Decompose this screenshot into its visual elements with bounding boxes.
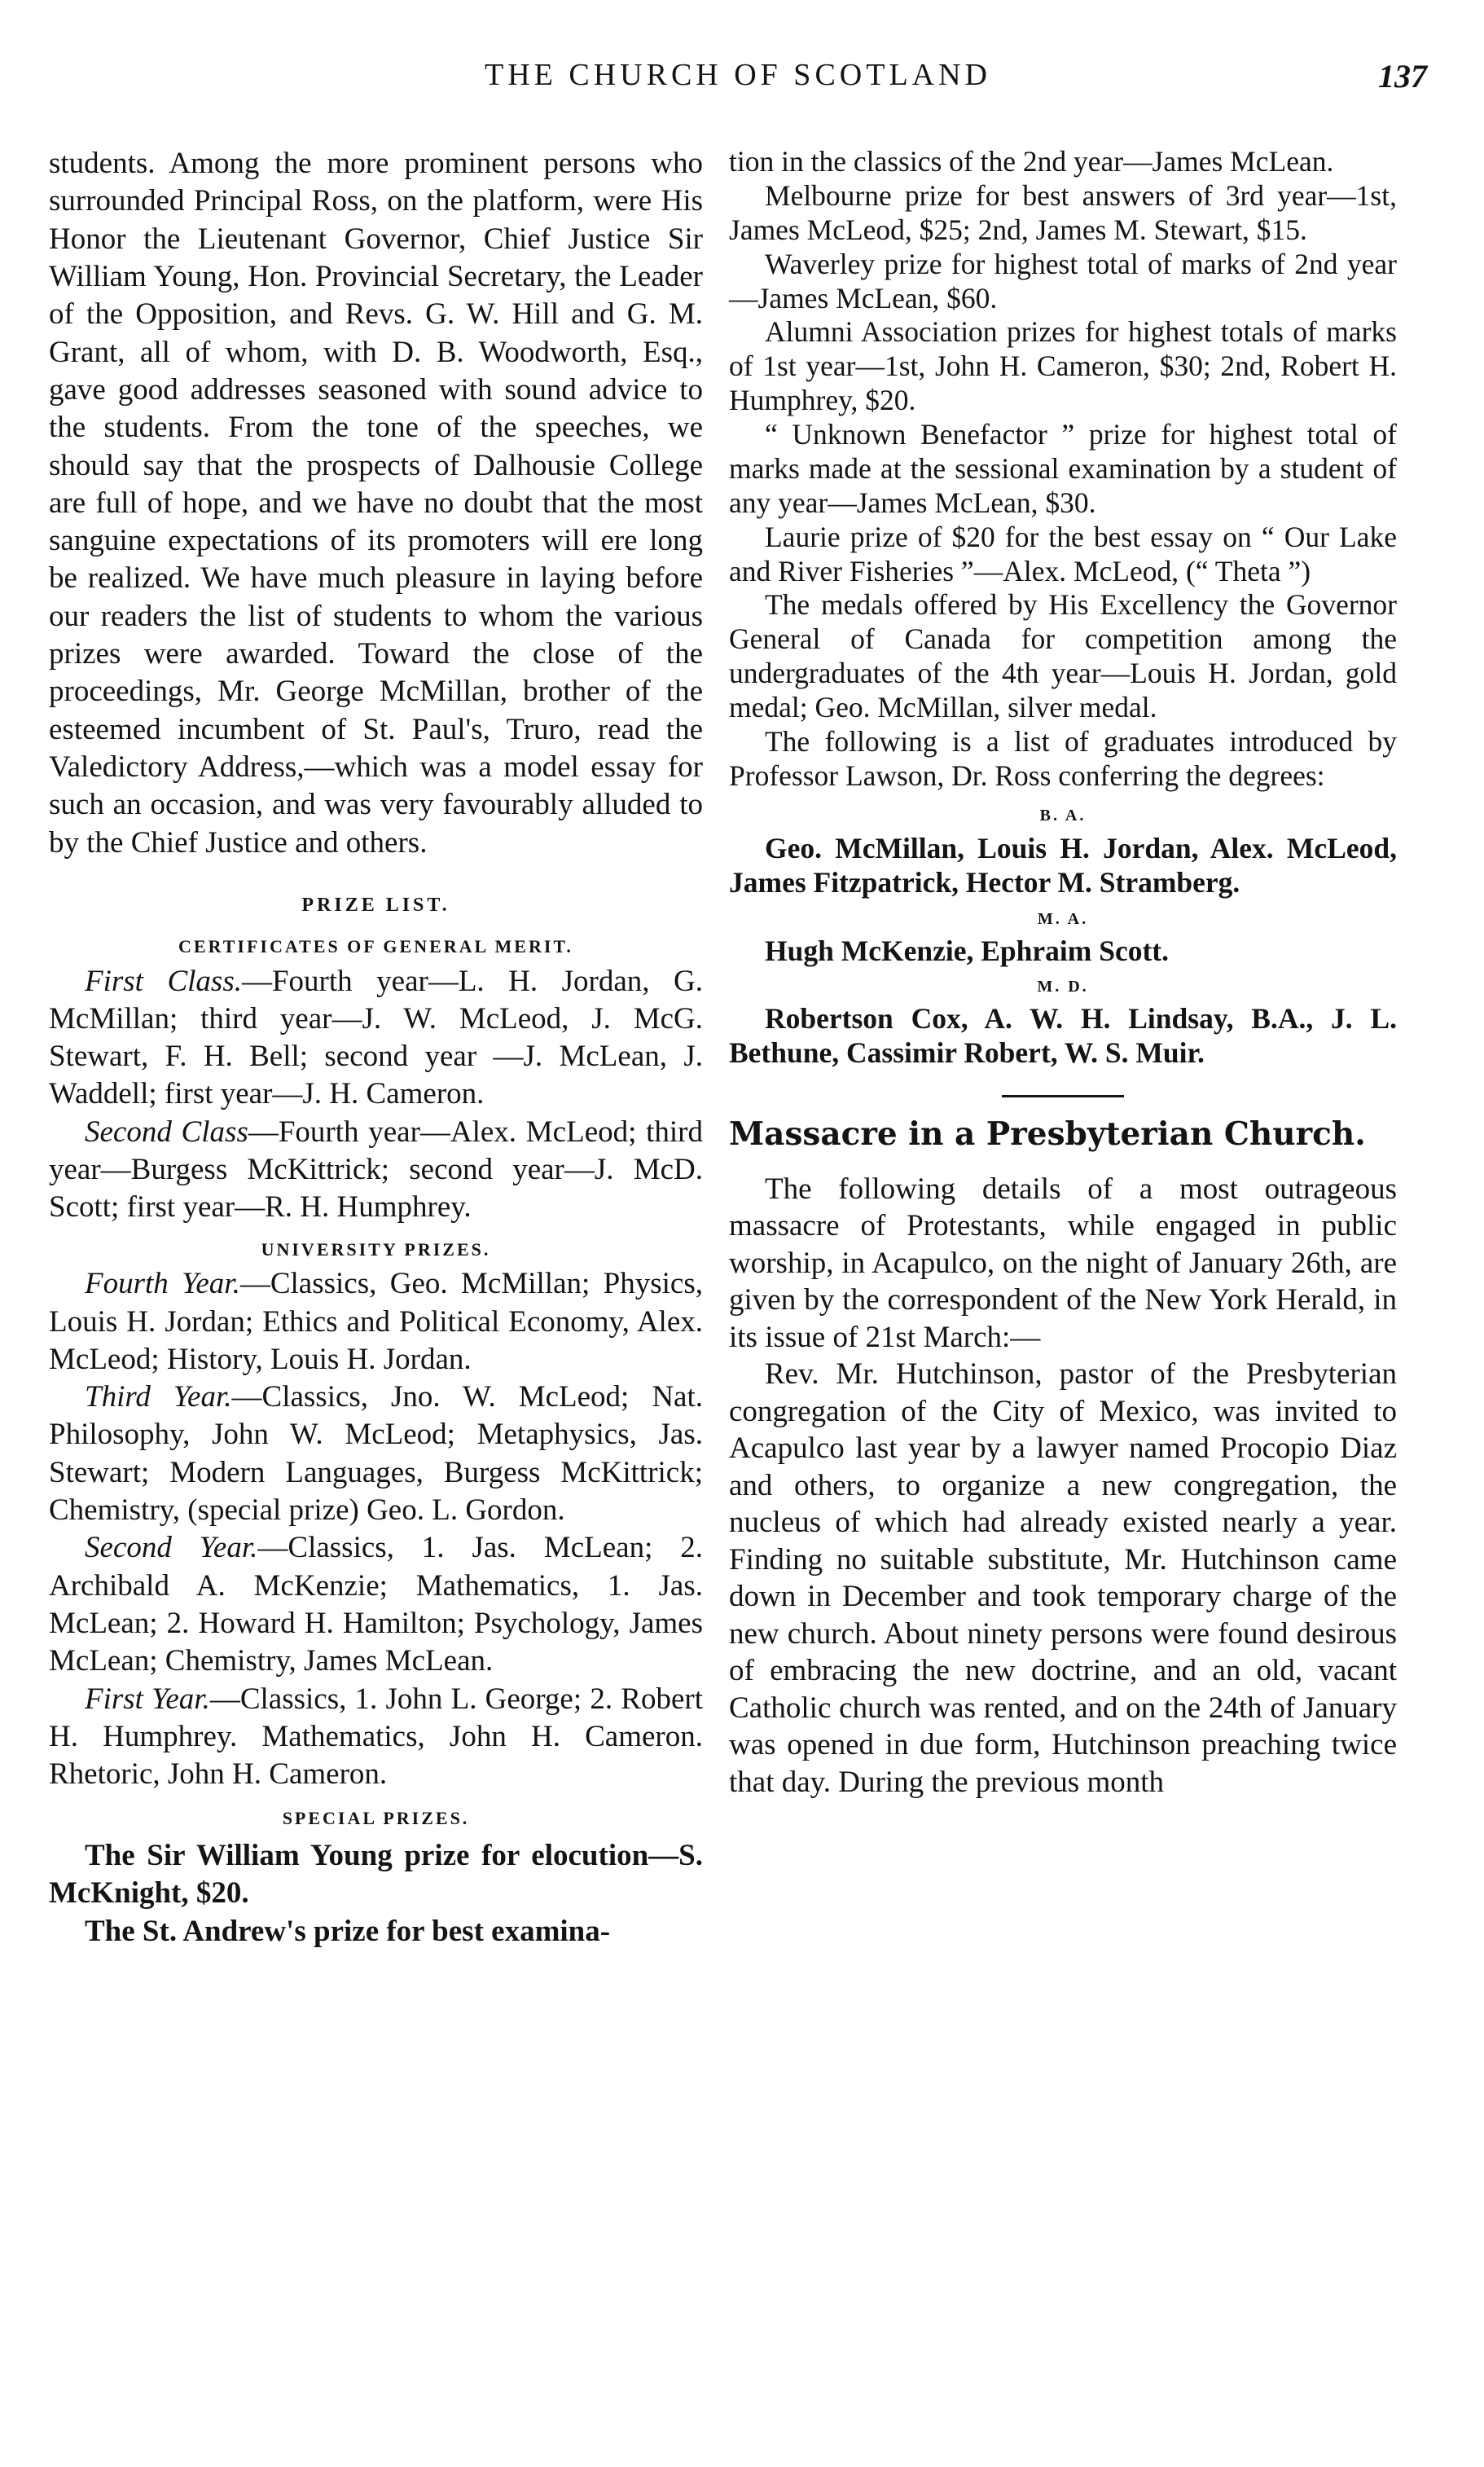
second-class-label: Second Class: [85, 1115, 248, 1149]
first-class-label: First Class.: [85, 964, 242, 998]
fourth-year-label: Fourth Year.: [85, 1267, 240, 1301]
unknown-benefactor-prize: “ Unknown Benefactor ” prize for highest total of marks made at the sessional examination by a student of any year—James McLean, $30.: [729, 418, 1397, 519]
first-year-paragraph: [49, 1681, 703, 1794]
fourth-year-paragraph: [49, 1265, 703, 1379]
article-paragraph-2: Rev. Mr. Hutchinson, pastor of the Presbyterian congregation of the City of Mexico, was invited to Acapulco last year by a lawyer named Procopio Diaz and others, to organize a new congregation, the nucleus of which had already existed nearly a year. Finding no suitable substitute, Mr. Hutchinson came down in December and took temporary charge of the new church. About ninety persons were found desirous of embracing the new doctrine, and an old, vacant Catholic church was rented, and on the 24th of January was opened in due form, Hutchinson preaching twice that day. During the previous month: [729, 1357, 1397, 1799]
article-paragraph-1: The following details of a most outrageous massacre of Protestants, while engaged in public worship, in Acapulco, on the night of January 26th, are given by the correspondent of the New York Herald, in its issue of 21st March:—: [729, 1172, 1397, 1354]
waverley-prize: Waverley prize for highest total of marks of 2nd year—James McLean, $60.: [729, 247, 1397, 314]
first-year-text: —Classics, 1. John L. George; 2. Robert H. Humphrey. Mathematics, John H. Cameron. Rhetoric, John H. Cameron.: [49, 1682, 703, 1792]
ba-heading: B. A.: [1039, 806, 1087, 825]
article-title: Massacre in a Presbyterian Church.: [729, 1115, 1366, 1153]
governor-general-medals: The medals offered by His Excellency the Governor General of Canada for competition among the undergraduates of the 4th year—Louis H. Jordan, gold medal; Geo. McMillan, silver medal.: [729, 588, 1397, 723]
second-class-text: —Fourth year—Alex. McLeod; third year—Burgess McKittrick; second year—J. McD. Scott; first year—R. H. Humphrey.: [49, 1115, 703, 1225]
second-class-paragraph: [49, 1114, 703, 1227]
second-year-label: Second Year.: [85, 1531, 258, 1565]
third-year-text: —Classics, Jno. W. McLeod; Nat. Philosophy, John W. McLeod; Metaphysics, Jas. Stewart; Modern Languages, Burgess McKittrick; Chemistry, (special prize) Geo. L. Gordon.: [49, 1380, 703, 1528]
fourth-year-text: —Classics, Geo. McMillan; Physics, Louis H. Jordan; Ethics and Political Economy, Alex. McLeod; History, Louis H. Jordan.: [49, 1267, 703, 1376]
intro-paragraph: students. Among the more prominent persons who surrounded Principal Ross, on the platform, were His Honor the Lieutenant Governor, Chief Justice Sir William Young, Hon. Provincial Secretary, the Leader of the Opposition, and Revs. G. W. Hill and G. M. Grant, all of whom, with D. B. Woodworth, Esq., gave good addresses seasoned with sound advice to the students. From the tone of the speeches, we should say that the prospects of Dalhousie College are full of hope, and we have no doubt that the most sanguine expectations of its promoters will ere long be realized. We have much pleasure in laying before our readers the list of students to whom the various prizes were awarded. Toward the close of the proceedings, Mr. George McMillan, brother of the esteemed incumbent of St. Paul's, Truro, read the Valedictory Address,—which was a model essay for such an occasion, and was very favourably alluded to by the Chief Justice and others.: [49, 147, 703, 860]
third-year-label: Third Year.: [85, 1380, 232, 1414]
page-header: [49, 57, 1427, 106]
running-title: THE CHURCH OF SCOTLAND: [485, 58, 991, 92]
right-column: [729, 145, 1397, 1801]
university-prizes-heading: UNIVERSITY PRIZES.: [261, 1238, 491, 1260]
md-heading: M. D.: [1037, 978, 1089, 996]
special-prize-young: The Sir William Young prize for elocution—S. McKnight, $20.: [49, 1839, 703, 1911]
prize-list-heading: PRIZE LIST.: [301, 894, 450, 916]
first-class-text: —Fourth year—L. H. Jordan, G. McMillan; third year—J. W. McLeod, J. McG. Stewart, F. H. Bell; second year —J. McLean, J. Waddell; first year—J. H. Cameron.: [49, 964, 703, 1111]
laurie-prize: Laurie prize of $20 for the best essay on “ Our Lake and River Fisheries ”—Alex. McLeod, (“ Theta ”): [729, 520, 1397, 587]
ma-graduates: Hugh McKenzie, Ephraim Scott.: [765, 934, 1169, 967]
alumni-prize: Alumni Association prizes for highest totals of marks of 1st year—1st, John H. Cameron, $30; 2nd, Robert H. Humphrey, $20.: [729, 315, 1397, 417]
ba-graduates: Geo. McMillan, Louis H. Jordan, Alex. McLeod, James Fitzpatrick, Hector M. Stramberg.: [729, 832, 1397, 899]
left-column: [49, 145, 703, 1950]
md-graduates: Robertson Cox, A. W. H. Lindsay, B.A., J. L. Bethune, Cassimir Robert, W. S. Muir.: [729, 1002, 1397, 1069]
special-prizes-heading: SPECIAL PRIZES.: [282, 1807, 470, 1828]
second-year-paragraph: [49, 1529, 703, 1680]
second-year-text: —Classics, 1. Jas. McLean; 2. Archibald A. McKenzie; Mathematics, 1. Jas. McLean; 2. Howard H. Hamilton; Psychology, James McLean; Chemistry, James McLean.: [49, 1531, 703, 1678]
ma-heading: M. A.: [1037, 909, 1089, 928]
section-divider: [1002, 1095, 1124, 1097]
certificates-heading: CERTIFICATES OF GENERAL MERIT.: [178, 935, 573, 956]
first-year-label: First Year.: [85, 1682, 210, 1716]
third-year-paragraph: [49, 1379, 703, 1529]
page-number: 137: [1378, 58, 1427, 95]
special-prize-st-andrews: The St. Andrew's prize for best examina-: [85, 1914, 611, 1948]
first-class-paragraph: [49, 963, 703, 1114]
classics-prize-continuation: tion in the classics of the 2nd year—James McLean.: [729, 145, 1334, 178]
graduates-intro: The following is a list of graduates introduced by Professor Lawson, Dr. Ross conferring the degrees:: [729, 724, 1397, 792]
melbourne-prize: Melbourne prize for best answers of 3rd year—1st, James McLeod, $25; 2nd, James M. Stewart, $15.: [729, 178, 1397, 246]
